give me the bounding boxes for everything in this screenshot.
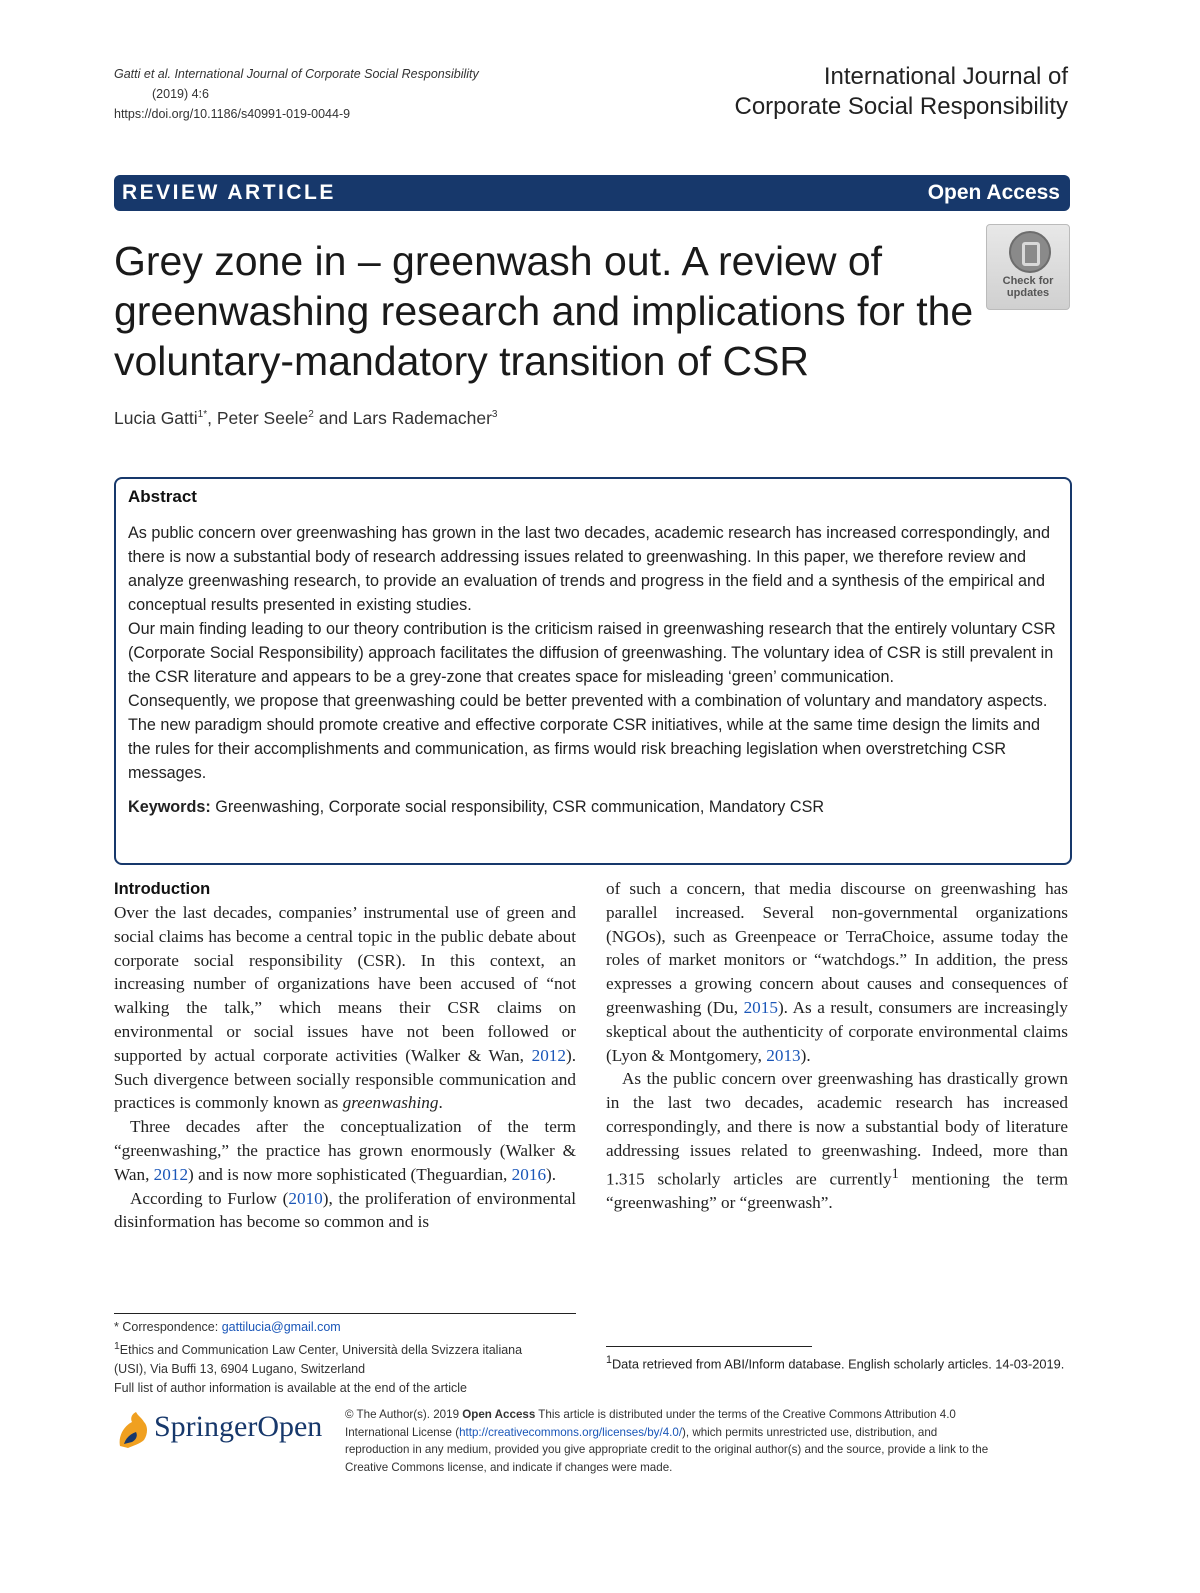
body-paragraph <box>114 901 576 1115</box>
open-access-label: Open Access <box>462 1408 536 1421</box>
article-type-banner <box>114 175 1070 211</box>
footnote-1 <box>606 1350 1068 1374</box>
text: ), which permits unrestricted use, distribution, and reproduction in any medium, provided you give appropriate credit to the original author(s) and the source, provide a link to the Creative Commons license, and indicate if changes were made. <box>345 1425 989 1474</box>
abstract-paragraph: As public concern over greenwashing has grown in the last two decades, academic research has increased correspondingly, and there is now a substantial body of research addressing issues related to greenwashing. In this paper, we therefore review and analyze greenwashing research, to provide an evaluation of trends and progress in the field and a synthesis of the empirical and conceptual results presented in existing studies. <box>128 524 1051 614</box>
citation-link[interactable]: 2016 <box>511 1164 547 1184</box>
text: © The Author(s). 2019 <box>345 1408 463 1421</box>
journal-name-line2: Corporate Social Responsibility <box>734 93 1068 120</box>
text: of such a concern, that media discourse on greenwashing has parallel increased. Several non-governmental organizations (NGOs), such as Greenpeace or TerraChoice, assume today the roles of market monitors or “watchdogs.” In addition, the press expresses a growing concern about causes and consequences of greenwashing (Du, <box>606 879 1068 1017</box>
license-statement <box>345 1406 995 1476</box>
text: Over the last decades, companies’ instrumental use of green and social claims has become a central topic in the public debate about corporate social responsibility (CSR). In this context, an increasing number of organizations have been accused of “not walking the talk,” which means their CSR claims on environmental or social issues have not been followed or supported by actual corporate activities (Walker & Wan, <box>114 903 576 1065</box>
keywords <box>128 795 1058 819</box>
body-paragraph <box>606 1067 1068 1215</box>
text: ). <box>800 1045 811 1065</box>
body-paragraph <box>114 1115 576 1186</box>
keywords-list: Greenwashing, Corporate social responsibility, CSR communication, Mandatory CSR <box>215 798 825 816</box>
text: As the public concern over greenwashing has drastically grown in the last two decades, academic research has increased correspondingly, and there is now a substantial body of literature addressing issues related to greenwashing. Indeed, more than 1.315 scholarly articles are currently <box>606 1069 1068 1189</box>
footnote-divider <box>114 1313 576 1314</box>
springer-horse-icon <box>114 1408 154 1452</box>
text: ). <box>546 1164 557 1184</box>
bookmark-icon <box>1009 231 1051 273</box>
section-heading: Introduction <box>114 880 211 898</box>
affiliation-text: Ethics and Communication Law Center, Università della Svizzera italiana <box>119 1343 523 1358</box>
author-affiliation-marker: 3 <box>491 409 498 421</box>
journal-name-line1: International Journal of <box>823 63 1068 90</box>
abstract-paragraph: Our main finding leading to our theory contribution is the criticism raised in greenwashing research that the entirely voluntary CSR (Corporate Social Responsibility) approach facilitates the diffusion of greenwashing. The voluntary idea of CSR is still prevalent in the CSR literature and appears to be a grey-zone that creates space for misleading ‘green’ communication. <box>128 620 1056 686</box>
text: ), the proliferation of environmental disinformation has become so common and is <box>114 1188 576 1232</box>
license-link[interactable]: http://creativecommons.org/licenses/by/4.0/ <box>459 1425 683 1439</box>
author-affiliation-marker: 2 <box>308 409 314 421</box>
body-paragraph <box>606 877 1068 1067</box>
citation-header <box>114 64 574 124</box>
citation-line: Gatti et al. International Journal of Corporate Social Responsibility <box>114 67 479 81</box>
text: ). Such divergence between socially responsible communication and practices is commonly known as <box>114 1045 576 1113</box>
author-affiliation-marker: 1* <box>197 409 208 421</box>
check-line1: Check for <box>1002 275 1054 287</box>
footnote-text: Data retrieved from ABI/Inform database. English scholarly articles. 14-03-2019. <box>611 1356 1065 1372</box>
author-name[interactable]: Lars Rademacher <box>352 408 492 428</box>
correspondence-email[interactable]: gattilucia@gmail.com <box>221 1320 341 1334</box>
abstract-heading: Abstract <box>128 487 197 506</box>
article-type-label: REVIEW ARTICLE <box>122 181 336 204</box>
correspondence-label: * Correspondence: <box>114 1320 222 1334</box>
citation-link[interactable]: 2013 <box>766 1045 801 1065</box>
correspondence-line <box>114 1318 576 1337</box>
correspondence-footnote <box>114 1318 576 1398</box>
journal-name <box>735 62 1069 122</box>
citation-link[interactable]: 2012 <box>531 1045 566 1065</box>
text: According to Furlow ( <box>130 1188 289 1208</box>
article-title: Grey zone in – greenwash out. A review of greenwashing research and implications for the voluntary-mandatory transition of CSR <box>114 238 974 384</box>
text: . <box>438 1093 443 1113</box>
doi-link[interactable]: https://doi.org/10.1186/s40991-019-0044-9 <box>114 107 351 121</box>
open-access-label: Open Access <box>927 181 1060 204</box>
affiliation-line <box>114 1337 576 1360</box>
footnote-marker[interactable]: 1 <box>891 1165 899 1182</box>
author-name[interactable]: Peter Seele <box>216 408 309 428</box>
emphasis: greenwashing <box>342 1093 439 1113</box>
affiliation-text: (USI), Via Buffi 13, 6904 Lugano, Switzerland <box>114 1362 366 1377</box>
author-name[interactable]: Lucia Gatti <box>114 408 198 428</box>
text: This article is distributed under the terms of the Creative Commons Attribution 4.0 International License ( <box>345 1408 956 1439</box>
check-line2: updates <box>1006 287 1050 299</box>
citation-link[interactable]: 2015 <box>743 997 778 1017</box>
text: Three decades after the conceptualization of the term “greenwashing,” the practice has grown enormously (Walker & Wan, <box>114 1117 576 1184</box>
citation-link[interactable]: 2012 <box>153 1164 189 1184</box>
body-column-right <box>606 877 1068 1215</box>
springeropen-logo <box>114 1408 334 1452</box>
citation-volume: (2019) 4:6 <box>152 87 209 101</box>
body-column-left <box>114 877 576 1234</box>
author-info-note: Full list of author information is available at the end of the article <box>114 1381 467 1396</box>
footnote-divider <box>606 1346 812 1347</box>
abstract-paragraph: Consequently, we propose that greenwashing could be better prevented with a combination of voluntary and mandatory aspects. The new paradigm should promote creative and effective corporate CSR initiatives, while at the same time design the limits and the rules for their accomplishments and communication, as firms would risk breaching legislation when overstretching CSR messages. <box>128 692 1048 782</box>
text: ) and is now more sophisticated (Theguardian, <box>188 1164 512 1184</box>
affiliation-marker: 1 <box>114 1341 120 1352</box>
text: ). As a result, consumers are increasingly skeptical about the authenticity of corporate environmental claims (Lyon & Montgomery, <box>606 997 1068 1065</box>
keywords-label: Keywords: <box>128 798 211 816</box>
abstract-box <box>114 477 1072 865</box>
body-paragraph <box>114 1187 576 1235</box>
check-for-updates-badge[interactable] <box>986 224 1070 310</box>
author-separator: , <box>207 408 217 428</box>
citation-link[interactable]: 2010 <box>288 1188 323 1208</box>
author-list <box>114 408 497 429</box>
check-for-updates-label <box>987 275 1069 299</box>
publisher-name: SpringerOpen <box>154 1410 323 1443</box>
text: mentioning the term “greenwashing” or “greenwash”. <box>606 1169 1068 1213</box>
author-separator: and <box>313 408 353 428</box>
footnote-number: 1 <box>606 1354 612 1366</box>
